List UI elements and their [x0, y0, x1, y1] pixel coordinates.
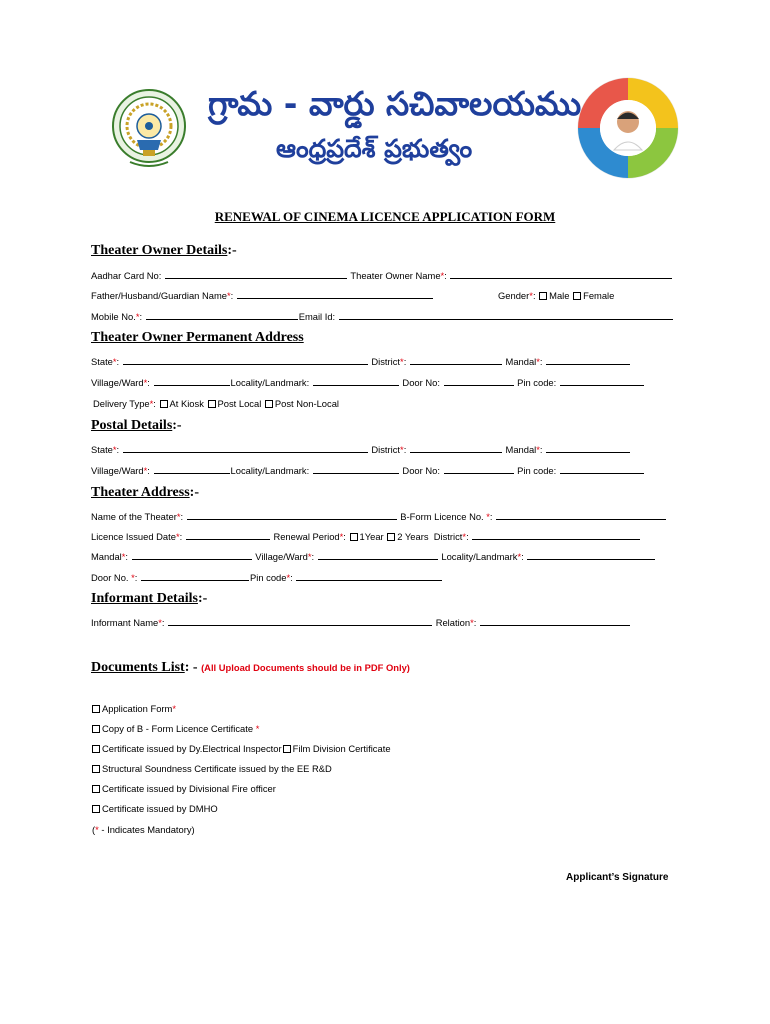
- at-kiosk-checkbox[interactable]: [160, 400, 168, 408]
- perm-district-label: District: [371, 356, 401, 367]
- postal-district-field[interactable]: [410, 444, 502, 453]
- perm-locality-label: Locality/Landmark:: [230, 377, 310, 388]
- email-field[interactable]: [339, 311, 673, 320]
- theater-district-field[interactable]: [472, 531, 640, 540]
- perm-pincode-label: Pin code:: [517, 377, 557, 388]
- postal-locality-label: Locality/Landmark:: [230, 465, 310, 476]
- postal-village-field[interactable]: [154, 465, 230, 474]
- informant-name-field[interactable]: [168, 617, 432, 626]
- delivery-type-label: Delivery Type: [93, 398, 150, 409]
- village-ward-secretariat-logo-icon: [576, 76, 680, 180]
- electrical-inspector-checkbox[interactable]: [92, 745, 100, 753]
- document-item-bform-copy: Copy of B - Form Licence Certificate *: [91, 723, 259, 735]
- andhra-pradesh-emblem-icon: [110, 86, 188, 172]
- perm-locality-field[interactable]: [313, 377, 399, 386]
- mobile-label: Mobile No.: [91, 311, 136, 322]
- theater-locality-field[interactable]: [527, 551, 655, 560]
- relation-label: Relation: [435, 617, 471, 628]
- theater-pincode-label: Pin code: [250, 572, 287, 583]
- one-year-label: 1Year: [359, 531, 384, 542]
- owner-name-field[interactable]: [450, 270, 672, 279]
- documents-note: (All Upload Documents should be in PDF Only): [201, 662, 410, 673]
- document-item-application-form: Application Form*: [91, 703, 176, 715]
- email-label: Email Id:: [298, 311, 336, 322]
- perm-mandal-field[interactable]: [546, 356, 630, 365]
- postal-district-label: District: [371, 444, 401, 455]
- row-theater-name: Name of the Theater*: B-Form Licence No. *:: [91, 511, 667, 523]
- aadhar-label: Aadhar Card No:: [91, 270, 162, 281]
- perm-district-field[interactable]: [410, 356, 502, 365]
- post-nonlocal-label: Post Non-Local: [274, 398, 339, 409]
- row-informant: Informant Name*: Relation*:: [91, 617, 631, 629]
- owner-name-label: Theater Owner Name: [350, 270, 441, 281]
- applicant-signature-label: Applicant’s Signature: [566, 872, 669, 883]
- section-informant-details: Informant Details:-: [91, 591, 208, 606]
- at-kiosk-label: At Kiosk: [169, 398, 204, 409]
- postal-door-label: Door No:: [402, 465, 440, 476]
- perm-state-label: State: [91, 356, 113, 367]
- female-label: Female: [583, 290, 615, 301]
- bform-copy-checkbox[interactable]: [92, 725, 100, 733]
- mandatory-note: (* - Indicates Mandatory): [92, 824, 195, 835]
- row-delivery-type: Delivery Type*: At Kiosk Post Local Post Non-Local: [93, 398, 339, 409]
- perm-mandal-label: Mandal: [505, 356, 537, 367]
- row-postal-village: Village/Ward*: Locality/Landmark: Door No: Pin code:: [91, 465, 645, 477]
- two-years-label: 2 Years: [397, 531, 429, 542]
- perm-door-label: Door No:: [402, 377, 440, 388]
- issued-date-label: Licence Issued Date: [91, 531, 176, 542]
- section-permanent-address: Theater Owner Permanent Address: [91, 330, 304, 345]
- theater-village-field[interactable]: [318, 551, 438, 560]
- post-local-label: Post Local: [217, 398, 262, 409]
- postal-village-label: Village/Ward: [91, 465, 144, 476]
- mobile-field[interactable]: [146, 311, 298, 320]
- theater-mandal-field[interactable]: [132, 551, 252, 560]
- structural-soundness-checkbox[interactable]: [92, 765, 100, 773]
- document-item-structural: Structural Soundness Certificate issued by the EE R&D: [91, 763, 332, 775]
- document-item-fire-officer: Certificate issued by Divisional Fire officer: [91, 783, 276, 795]
- header-title-telugu: గ్రామ - వార్డు సచివాలయము: [208, 84, 582, 123]
- female-checkbox[interactable]: [573, 292, 581, 300]
- theater-door-field[interactable]: [141, 572, 249, 581]
- theater-locality-label: Locality/Landmark: [441, 551, 518, 562]
- two-years-checkbox[interactable]: [387, 533, 395, 541]
- bform-label: B-Form Licence No.: [400, 511, 484, 522]
- perm-village-field[interactable]: [154, 377, 230, 386]
- postal-locality-field[interactable]: [313, 465, 399, 474]
- theater-mandal-label: Mandal: [91, 551, 122, 562]
- row-guardian-gender: Father/Husband/Guardian Name*:: [91, 290, 434, 302]
- post-nonlocal-checkbox[interactable]: [265, 400, 273, 408]
- row-theater-mandal: Mandal*: Village/Ward*: Locality/Landmark*:: [91, 551, 656, 563]
- row-licence-dates: Licence Issued Date*: Renewal Period*: 1Year 2 Years District*:: [91, 531, 641, 543]
- bform-field[interactable]: [496, 511, 666, 520]
- gender-group: Gender*: Male Female: [498, 290, 615, 301]
- post-local-checkbox[interactable]: [208, 400, 216, 408]
- section-theater-address: Theater Address:-: [91, 485, 199, 500]
- row-aadhar-owner: Aadhar Card No: Theater Owner Name*:: [91, 270, 673, 282]
- section-postal-details: Postal Details:-: [91, 418, 182, 433]
- issued-date-field[interactable]: [186, 531, 270, 540]
- theater-village-label: Village/Ward: [255, 551, 308, 562]
- postal-pincode-field[interactable]: [560, 465, 644, 474]
- gender-label: Gender: [498, 290, 530, 301]
- theater-name-label: Name of the Theater: [91, 511, 177, 522]
- perm-door-field[interactable]: [444, 377, 514, 386]
- one-year-checkbox[interactable]: [350, 533, 358, 541]
- relation-field[interactable]: [480, 617, 630, 626]
- postal-pincode-label: Pin code:: [517, 465, 557, 476]
- perm-pincode-field[interactable]: [560, 377, 644, 386]
- document-item-electrical-film: Certificate issued by Dy.Electrical Inspector Film Division Certificate: [91, 743, 391, 755]
- postal-state-label: State: [91, 444, 113, 455]
- document-item-dmho: Certificate issued by DMHO: [91, 803, 218, 815]
- dmho-checkbox[interactable]: [92, 805, 100, 813]
- postal-mandal-label: Mandal: [505, 444, 537, 455]
- postal-mandal-field[interactable]: [546, 444, 630, 453]
- male-checkbox[interactable]: [539, 292, 547, 300]
- male-label: Male: [549, 290, 570, 301]
- theater-door-label: Door No.: [91, 572, 129, 583]
- perm-village-label: Village/Ward: [91, 377, 144, 388]
- header-subtitle-telugu: ఆంధ్రప్రదేశ్ ప్రభుత్వం: [276, 134, 473, 163]
- section-documents-list: Documents List: - (All Upload Documents should be in PDF Only): [91, 660, 410, 675]
- film-division-checkbox[interactable]: [283, 745, 291, 753]
- row-permanent-village: Village/Ward*: Locality/Landmark: Door No: Pin code:: [91, 377, 645, 389]
- postal-state-field[interactable]: [123, 444, 368, 453]
- postal-door-field[interactable]: [444, 465, 514, 474]
- form-title: RENEWAL OF CINEMA LICENCE APPLICATION FORM: [214, 209, 556, 224]
- row-theater-door: Door No. *: Pin code*:: [91, 572, 443, 584]
- renewal-period-label: Renewal Period: [273, 531, 340, 542]
- theater-name-field[interactable]: [187, 511, 397, 520]
- guardian-label: Father/Husband/Guardian Name: [91, 290, 228, 301]
- row-mobile-email: Mobile No.*: Email Id:: [91, 311, 674, 323]
- theater-district-label: District: [433, 531, 463, 542]
- fire-officer-checkbox[interactable]: [92, 785, 100, 793]
- theater-pincode-field[interactable]: [296, 572, 442, 581]
- row-postal-state: State*: District*: Mandal*:: [91, 444, 631, 456]
- guardian-field[interactable]: [237, 290, 433, 299]
- aadhar-field[interactable]: [165, 270, 347, 279]
- informant-name-label: Informant Name: [91, 617, 159, 628]
- row-permanent-state: State*: District*: Mandal*:: [91, 356, 631, 368]
- perm-state-field[interactable]: [123, 356, 368, 365]
- application-form-checkbox[interactable]: [92, 705, 100, 713]
- section-owner-details: Theater Owner Details:-: [91, 243, 237, 258]
